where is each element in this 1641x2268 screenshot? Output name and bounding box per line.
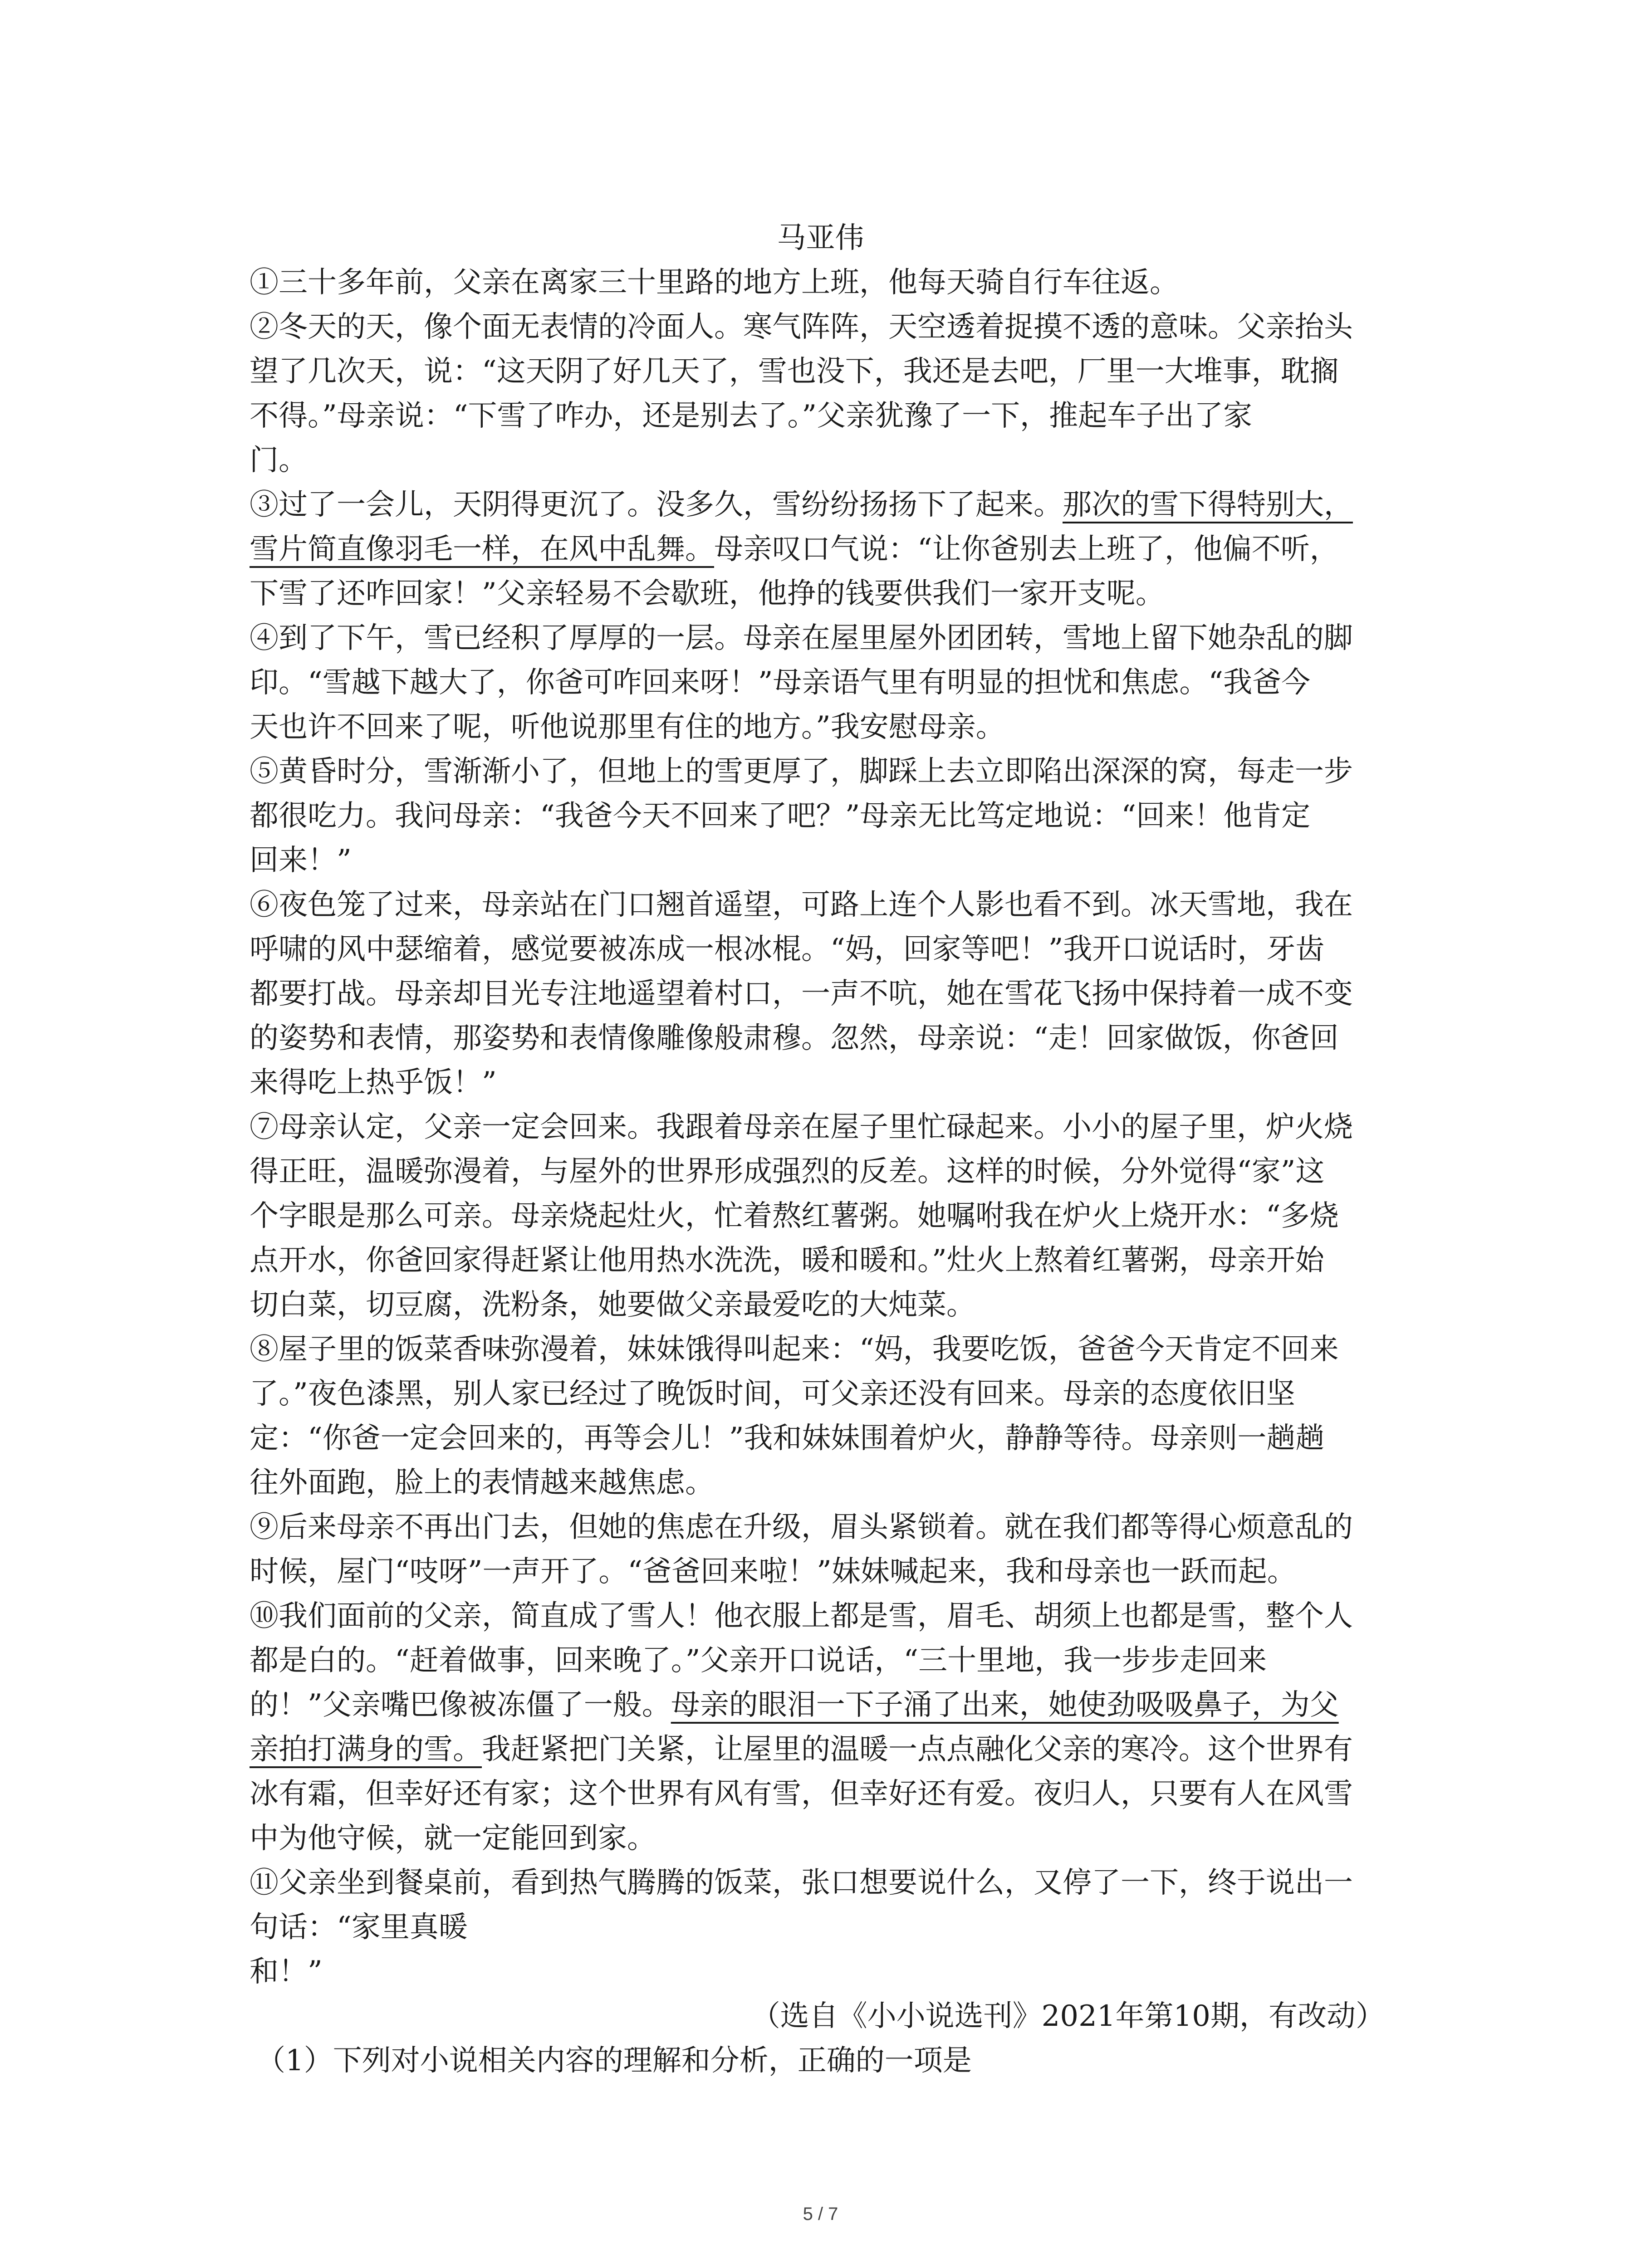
- paragraph-line: ⑪父亲坐到餐桌前，看到热气腾腾的饭菜，张口想要说什么，又停了一下，终于说出一: [250, 1866, 1353, 1900]
- paragraph-line: 得正旺，温暖弥漫着，与屋外的世界形成强烈的反差。这样的时候，分外觉得“家”这: [250, 1155, 1325, 1188]
- paragraph-line: ④到了下午，雪已经积了厚厚的一层。母亲在屋里屋外团团转，雪地上留下她杂乱的脚: [250, 621, 1353, 655]
- paragraph-line: 下雪了还咋回家！”父亲轻易不会歇班，他挣的钱要供我们一家开支呢。: [250, 577, 1165, 611]
- paragraph-line: 点开水，你爸回家得赶紧让他用热水洗洗，暖和暖和。”灶火上熬着红薯粥，母亲开始: [250, 1244, 1324, 1277]
- paragraph-line: 都很吃力。我问母亲：“我爸今天不回来了吧？”母亲无比笃定地说：“回来！他肯定: [250, 799, 1311, 833]
- paragraph-line: 句话：“家里真暖: [250, 1911, 468, 1944]
- paragraph-line: 中为他守候，就一定能回到家。: [250, 1822, 656, 1855]
- paragraph-line: ⑨后来母亲不再出门去，但她的焦虑在升级，眉头紧锁着。就在我们都等得心烦意乱的: [250, 1510, 1353, 1544]
- underlined-sentence: 母亲的眼泪一下子涌了出来，她使劲吸吸鼻子，为父: [671, 1688, 1339, 1722]
- paragraph-line: [250, 527, 1339, 572]
- source-citation: （选自《小小说选刊》2021年第10期，有改动）: [751, 1999, 1385, 2033]
- paragraph-line: 呼啸的风中瑟缩着，感觉要被冻成一根冰棍。“妈，回家等吧！”我开口说话时，牙齿: [250, 933, 1325, 966]
- underlined-sentence: 雪片简直像羽毛一样，在风中乱舞。: [250, 533, 714, 566]
- paragraph-line: 往外面跑，脸上的表情越来越焦虑。: [250, 1466, 714, 1500]
- paragraph-line: 都要打战。母亲却目光专注地遥望着村口，一声不吭，她在雪花飞扬中保持着一成不变: [250, 977, 1353, 1011]
- text-segment: 的！”父亲嘴巴像被冻僵了一般。: [250, 1688, 671, 1722]
- paragraph-line: 望了几次天，说：“这天阴了好几天了，雪也没下，我还是去吧，厂里一大堆事，耽搁: [250, 355, 1339, 388]
- paragraph-line: [250, 482, 1353, 528]
- paragraph-line: ⑧屋子里的饭菜香味弥漫着，妹妹饿得叫起来：“妈，我要吃饭，爸爸今天肯定不回来: [250, 1333, 1339, 1366]
- paragraph-line: 个字眼是那么可亲。母亲烧起灶火，忙着熬红薯粥。她嘱咐我在炉火上烧开水：“多烧: [250, 1199, 1339, 1233]
- paragraph-line: 冰有霜，但幸好还有家；这个世界有风有雪，但幸好还有爱。夜归人，只要有人在风雪: [250, 1777, 1353, 1811]
- paragraph-line: 天也许不回来了呢，听他说那里有住的地方。”我安慰母亲。: [250, 710, 1005, 744]
- page-number: 5 / 7: [803, 2204, 838, 2224]
- paragraph-line: 了。”夜色漆黑，别人家已经过了晚饭时间，可父亲还没有回来。母亲的态度依旧坚: [250, 1377, 1295, 1411]
- paragraph-line: 门。: [250, 444, 308, 477]
- question-text: （1）下列对小说相关内容的理解和分析，正确的一项是: [256, 2044, 972, 2077]
- paragraph-line: 不得。”母亲说：“下雪了咋办，还是别去了。”父亲犹豫了一下，推起车子出了家: [250, 399, 1253, 433]
- paragraph-line: 都是白的。“赶着做事，回来晚了。”父亲开口说话，“三十里地，我一步步走回来: [250, 1644, 1267, 1677]
- author-name: 马亚伟: [777, 221, 864, 255]
- paragraph-line: 定：“你爸一定会回来的，再等会儿！”我和妹妹围着炉火，静静等待。母亲则一趟趟: [250, 1422, 1325, 1455]
- paragraph-line: [250, 1682, 1339, 1728]
- paragraph-line: ①三十多年前，父亲在离家三十里路的地方上班，他每天骑自行车往返。: [250, 266, 1179, 299]
- paragraph-line: [250, 1727, 1353, 1772]
- paragraph-line: ⑩我们面前的父亲，简直成了雪人！他衣服上都是雪，眉毛、胡须上也都是雪，整个人: [250, 1599, 1353, 1633]
- paragraph-line: 来得吃上热乎饭！”: [250, 1066, 497, 1100]
- paragraph-line: 的姿势和表情，那姿势和表情像雕像般肃穆。忽然，母亲说：“走！回家做饭，你爸回: [250, 1022, 1339, 1055]
- paragraph-line: 时候，屋门“吱呀”一声开了。“爸爸回来啦！”妹妹喊起来，我和母亲也一跃而起。: [250, 1555, 1296, 1589]
- underlined-sentence: 亲拍打满身的雪。: [250, 1733, 482, 1766]
- text-segment: ③过了一会儿，天阴得更沉了。没多久，雪纷纷扬扬下了起来。: [250, 488, 1063, 522]
- paragraph-line: 回来！”: [250, 844, 352, 877]
- paragraph-line: 印。“雪越下越大了，你爸可咋回来呀！”母亲语气里有明显的担忧和焦虑。“我爸今: [250, 666, 1311, 699]
- paragraph-line: 切白菜，切豆腐，洗粉条，她要做父亲最爱吃的大炖菜。: [250, 1288, 975, 1322]
- text-segment: 母亲叹口气说：“让你爸别去上班了，他偏不听，: [714, 533, 1339, 566]
- paragraph-line: ⑤黄昏时分，雪渐渐小了，但地上的雪更厚了，脚踩上去立即陷出深深的窝，每走一步: [250, 755, 1353, 788]
- paragraph-line: ⑦母亲认定，父亲一定会回来。我跟着母亲在屋子里忙碌起来。小小的屋子里，炉火烧: [250, 1110, 1353, 1144]
- text-segment: 我赶紧把门关紧，让屋里的温暖一点点融化父亲的寒冷。这个世界有: [482, 1733, 1353, 1766]
- underlined-sentence: 那次的雪下得特别大，: [1063, 488, 1353, 522]
- paragraph-line: 和！”: [250, 1955, 323, 1989]
- paragraph-line: ②冬天的天，像个面无表情的冷面人。寒气阵阵，天空透着捉摸不透的意味。父亲抬头: [250, 310, 1353, 344]
- paragraph-line: ⑥夜色笼了过来，母亲站在门口翘首遥望，可路上连个人影也看不到。冰天雪地，我在: [250, 888, 1353, 922]
